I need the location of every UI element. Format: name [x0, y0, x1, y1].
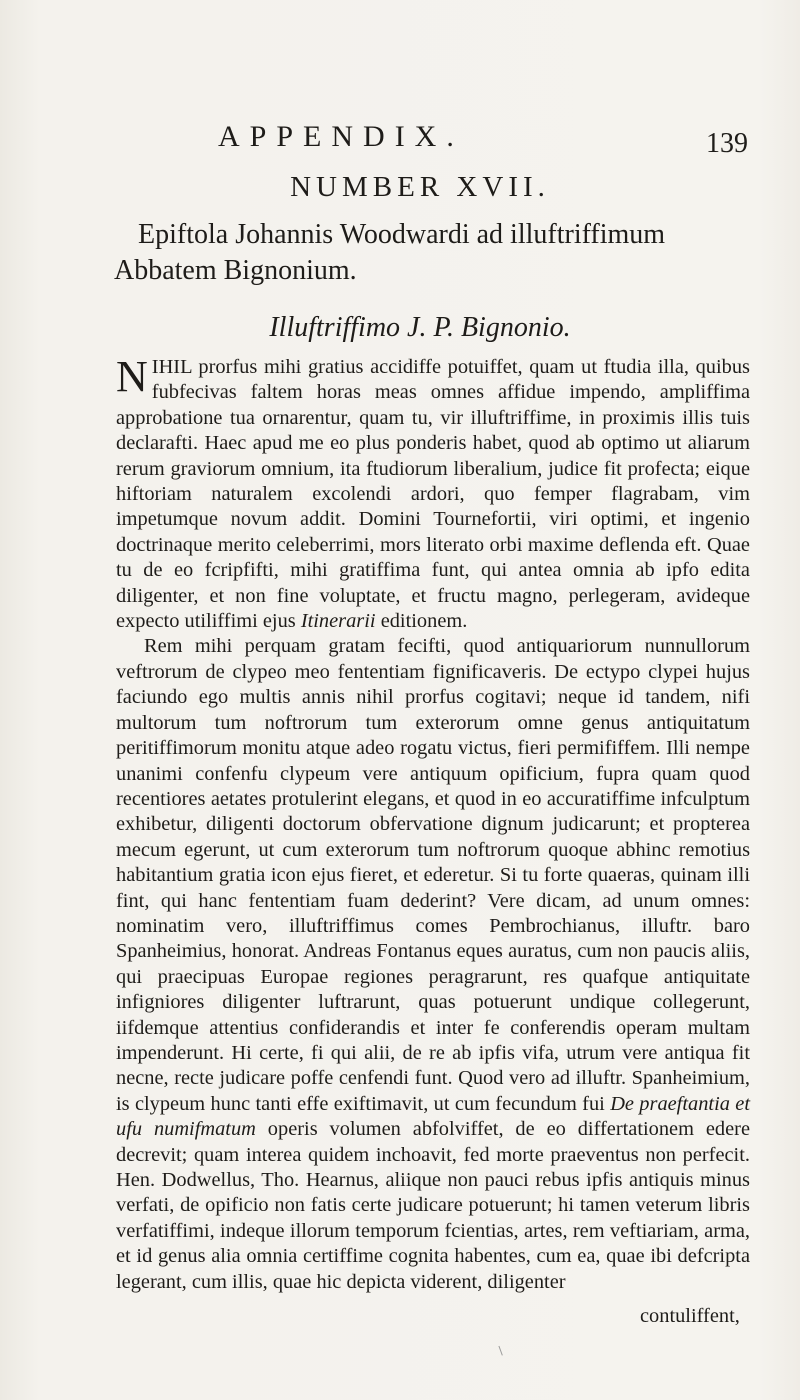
page-number: 139 [706, 128, 748, 159]
title-line-2: Abbatem Bignonium. [114, 255, 357, 286]
paragraph-1-italic: Itinerarii [300, 610, 376, 633]
paragraph-1-text: IHIL prorfus mihi gratius accidiffe potuiffet, quam ut ftudia illa, quibus fubfecivas faltem horas meas omnes affidue impendo, ampliffima approbatione tua ornarentur, quam tu, vir illuftriffime, in proximis illis tuis declarafti. Haec apud me eo plus ponderis habet, quod ab optimo ut aliarum rerum graviorum omnium, ita ftudiorum liberalium, judice fit profecta; eique hiftoriam naturalem excolendi ardori, quo femper flagrabam, vim impetumque novum addit. Domini Tournefortii, viri optimi, et ingenio doctrinaque merito celeberrimi, mors literato orbi maxime deflenda eft. Quae tu de eo fcripfifti, mihi gratiffima funt, qui antea omnia ab ipfo edita diligenter, et non fine voluptate, et fructu magno, perlegeram, avideque expecto utiliffimi ejus [116, 356, 750, 633]
running-head [0, 120, 800, 160]
paragraph-1 [116, 352, 750, 634]
ink-mark [498, 1344, 506, 1355]
paragraph-2 [116, 634, 750, 1295]
running-title: APPENDIX. [218, 120, 464, 153]
title-line-1: Epiftola Johannis Woodwardi ad illuftriffimum [138, 219, 666, 250]
drop-cap: N [116, 352, 148, 401]
paragraph-2-text-a: Rem mihi perquam gratam fecifti, quod antiquariorum nunnullorum veftrorum de clypeo meo fententiam fignificaveris. De ectypo clypei hujus faciundo ego multis annis nihil prorfus cogitavi; neque id tandem, nifi multorum tum noftrorum tum exterorum omne genus antiquitatum peritiffimorum monitu atque adeo rogatu victus, fieri permififfem. Illi nempe unanimi confenfu clypeum vere antiquum opificium, fupra quam quod recentiores aetates protulerint elegans, et quod in eo accuratiffime infculptum exhibetur, diligenti doctorum obfervatione dignum judicarunt; et propterea mecum egerunt, ut cum exterorum tum noftrorum quoque abhinc remotius habitantium gratia icon ejus fieret, et ederetur. Si tu forte quaeras, quinam illi fint, qui hanc fententiam fuam dederint? Vere dicam, ad unum omnes: nominatim vero, illuftriffimus comes Pembrochianus, illuftr. baro Spanheimius, honorat. Andreas Fontanus eques auratus, cum non paucis aliis, qui praecipuas Europae regiones peragrarunt, res quafque antiquitate infigniores diligenter luftrarunt, quas potuerunt undique collegerunt, iifdemque attentius confiderandis et inter fe conferendis operam multam impenderunt. Hi certe, fi qui alii, de re ab ipfis vifa, utrum vere antiqua fit necne, recte judicare poffe cenfendi funt. Quod vero ad illuftr. Spanheimium, is clypeum hunc tanti effe exiftimavit, ut cum fecundum fui [116, 635, 750, 1115]
paragraph-2-italic: De praeftantia et ufu numifmatum [116, 1092, 750, 1141]
paragraph-1-end: editionem. [380, 610, 468, 633]
letter-body [116, 352, 750, 1295]
catchword: contuliffent, [640, 1305, 740, 1327]
paragraph-2-text-b: operis volumen abfolviffet, de eo differtationem edere decrevit; quam interea quidem inchoavit, fed morte praeventus non perfecit. Hen. Dodwellus, Tho. Hearnus, aliique non pauci rebus ipfis antiquis minus verfati, de opificio non fatis certe judicare potuerunt; hi tamen veterum libris verfatiffimi, indeque illorum temporum fcientias, artes, rem veftiariam, arma, et id genus alia omnia certiffime cognita habentes, cum ea, quae ibi defcripta legerant, cum illis, quae hic depicta viderent, diligenter [116, 1118, 750, 1293]
section-number-heading: NUMBER XVII. [290, 171, 550, 203]
salutation: Illuftriffimo J. P. Bignonio. [269, 312, 571, 343]
document-title [114, 217, 754, 289]
